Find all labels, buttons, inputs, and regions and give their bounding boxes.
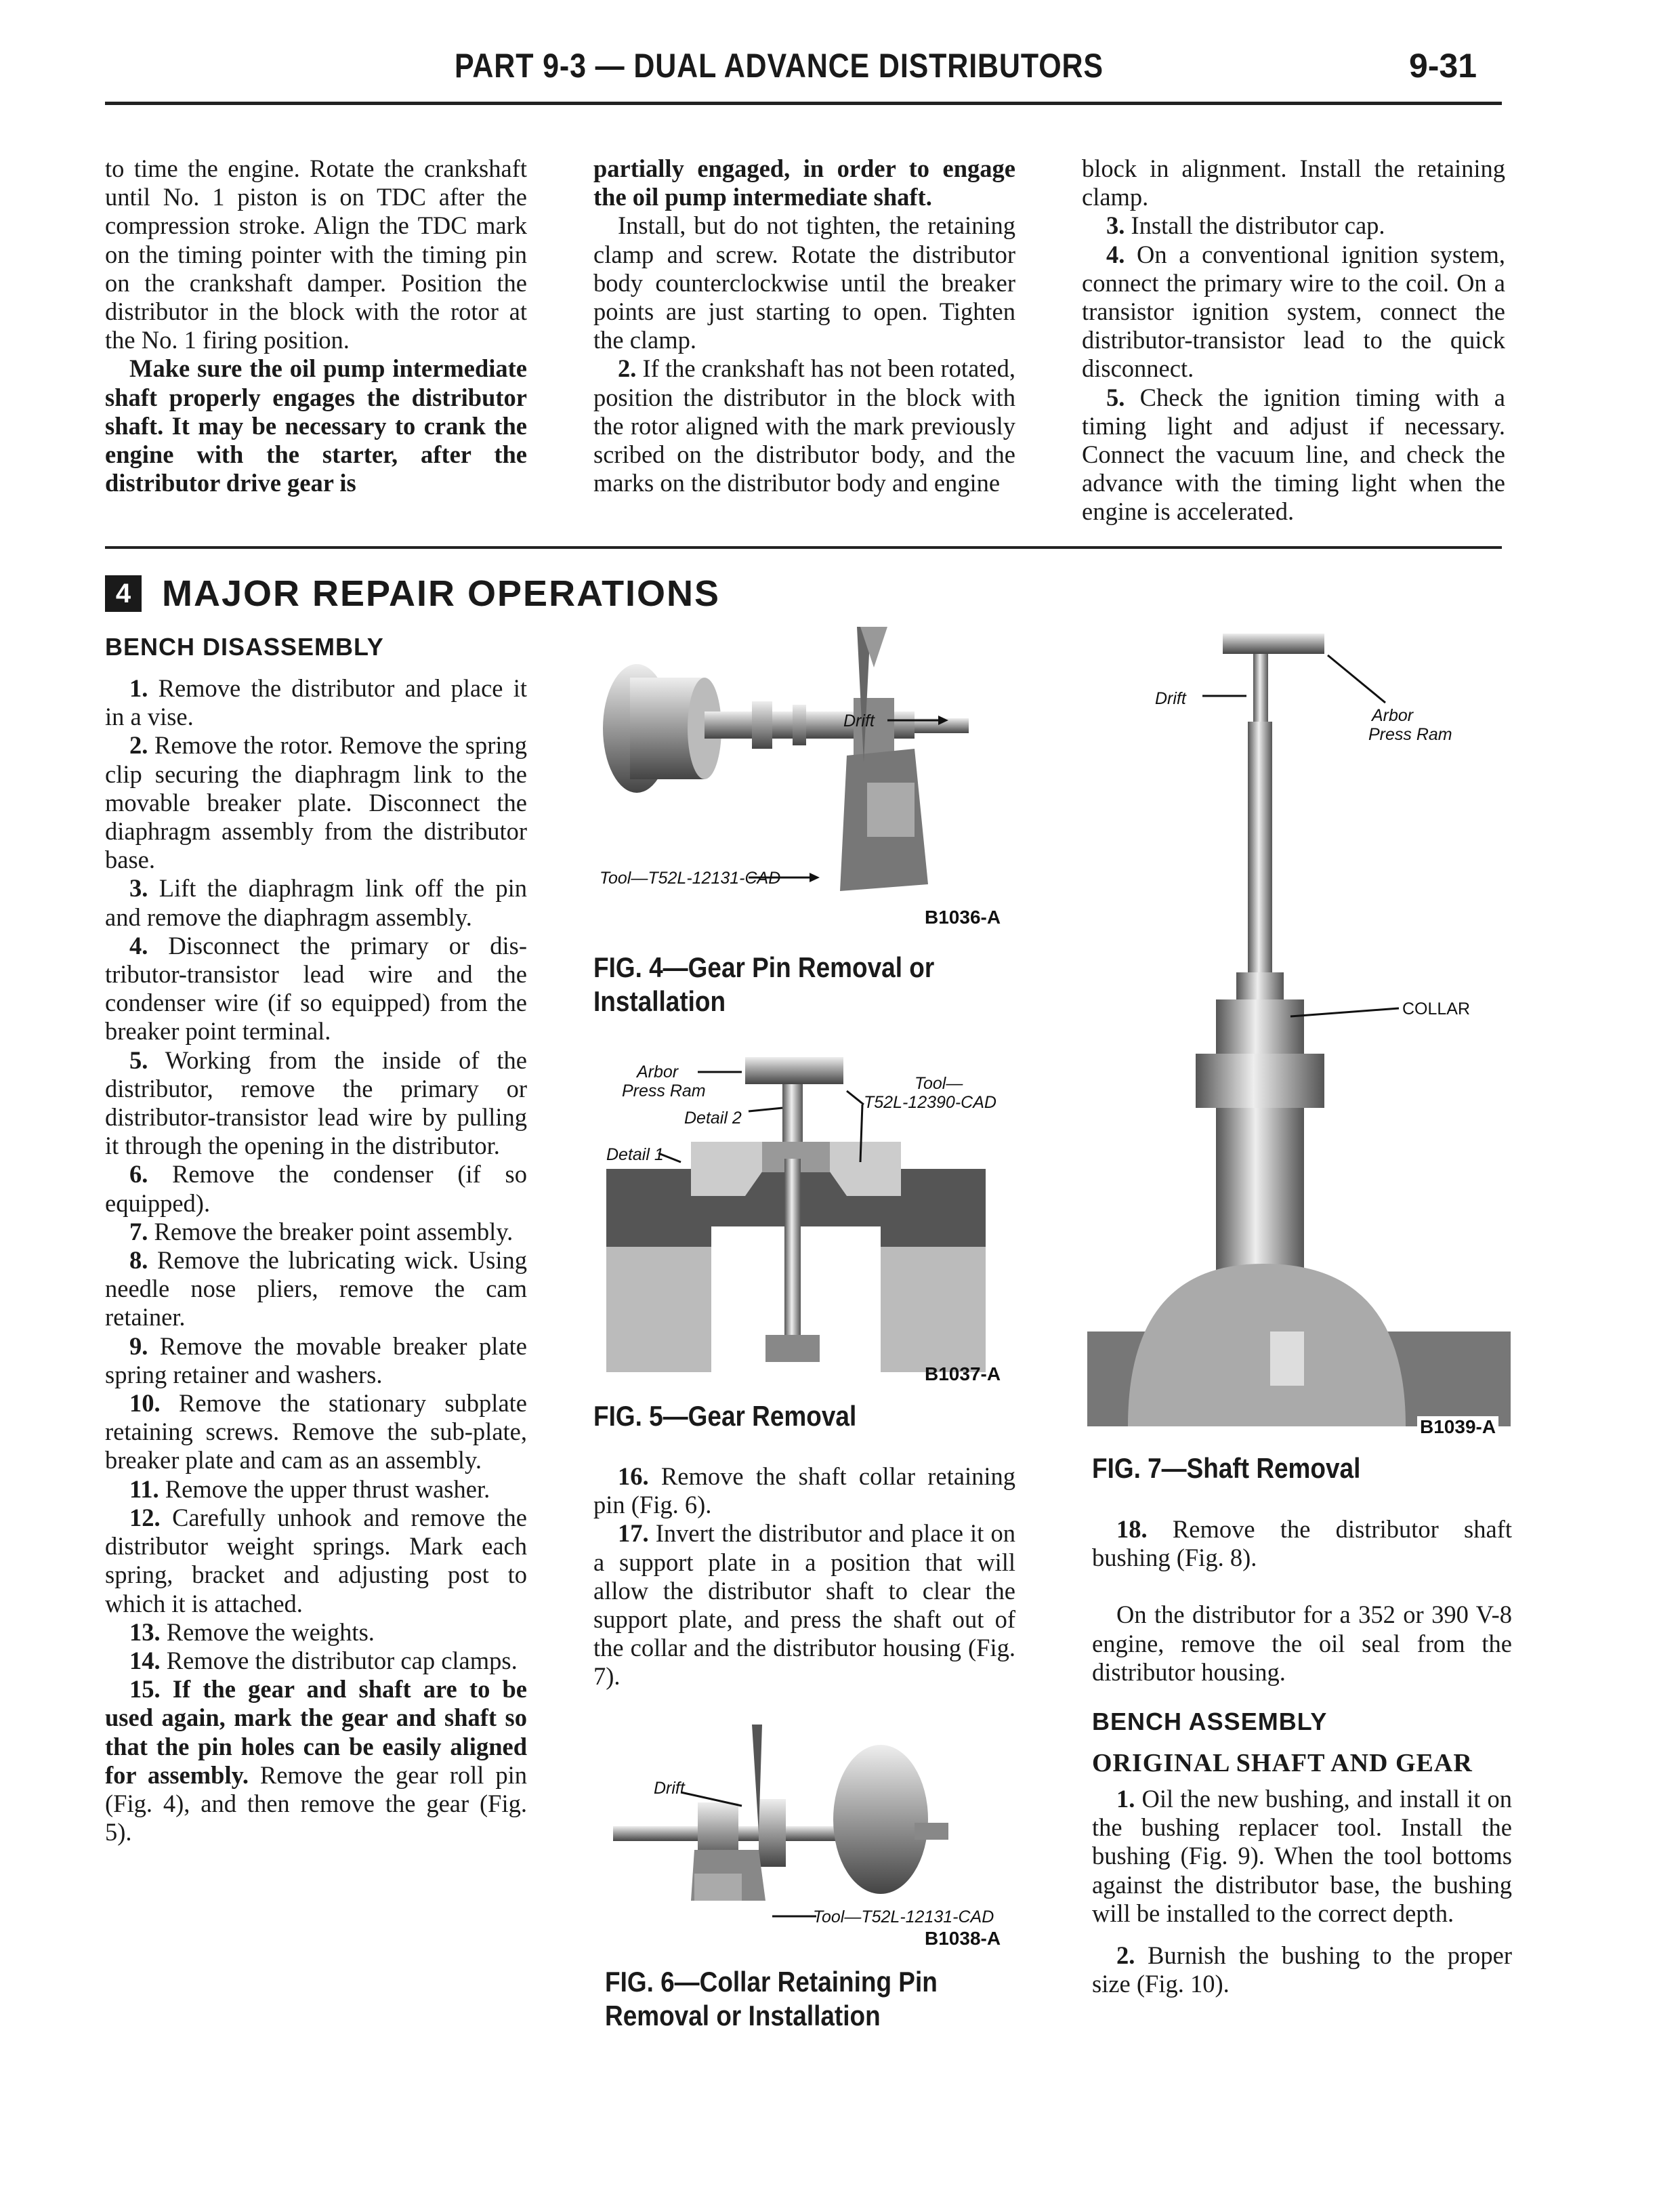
bold-text: 12.	[129, 1503, 161, 1531]
paragraph: 11. Remove the upper thrust washer.	[129, 1474, 490, 1503]
fig4-caption-line1: FIG. 4—Gear Pin Removal or	[593, 951, 935, 983]
running-header-title: PART 9-3 — DUAL ADVANCE DISTRIBUTORS	[455, 47, 1104, 85]
fig4-code: B1036-A	[925, 907, 1001, 928]
bold-text: 5.	[129, 1046, 148, 1074]
paragraph: 13. Remove the weights.	[129, 1617, 375, 1646]
top-column-2	[593, 154, 1015, 497]
bold-text: 17.	[618, 1519, 649, 1548]
bold-text: 2.	[618, 354, 637, 383]
bold-text: 18.	[1116, 1515, 1148, 1543]
top-column-1	[105, 154, 527, 497]
fig5-label-detail-2: Detail 2	[684, 1109, 742, 1128]
fig7-label-press-ram: Press Ram	[1368, 725, 1452, 744]
fig5-label-detail-1: Detail 1	[606, 1145, 664, 1164]
bold-text: 9.	[129, 1332, 148, 1360]
figure-4-caption	[593, 951, 934, 1018]
fig6-label-drift: Drift	[654, 1779, 685, 1798]
original-shaft-gear-heading: ORIGINAL SHAFT AND GEAR	[1092, 1749, 1473, 1777]
section-title: MAJOR REPAIR OPERATIONS	[162, 573, 721, 614]
bold-text: 13.	[129, 1617, 161, 1646]
paragraph: 9. Remove the movable breaker plate spring retainer and washers.	[105, 1332, 527, 1388]
fig6-caption-line2: Removal or Installation	[605, 2000, 881, 2031]
paragraph: 14. Remove the distributor cap clamps.	[129, 1646, 518, 1674]
bench-disassembly-heading: BENCH DISASSEMBLY	[105, 633, 384, 661]
paragraph: 2. If the crankshaft has not been rotated, position the distributor in the block with the rotor aligned with the mark previously scribed on the distributor body, and the marks on the distributor body and engine	[593, 354, 1015, 497]
paragraph: 1. Remove the distributor and place it in a vise.	[105, 674, 527, 731]
bold-text: 15. If the gear and shaft are to be used again, mark the gear and shaft so that the pin holes can be easily aligned for assembly.	[105, 1675, 527, 1789]
figure-5-image	[589, 1044, 1023, 1396]
bold-text: 3.	[1106, 211, 1125, 240]
fig5-code: B1037-A	[925, 1363, 1001, 1384]
bold-text: 5.	[1106, 383, 1125, 411]
bold-text: 8.	[129, 1246, 148, 1275]
bold-text: 14.	[129, 1646, 161, 1674]
fig5-label-tool: Tool—	[915, 1074, 963, 1093]
bold-text: 1.	[129, 674, 148, 702]
paragraph: Install, but do not tighten, the retaining clamp and screw. Rotate the distributor body counterclockwise until the breaker points are just starting to open. Tighten the clamp.	[593, 211, 1015, 354]
paragraph: 2. Burnish the bushing to the proper size (Fig. 10).	[1092, 1941, 1512, 1998]
bold-text: 7.	[129, 1217, 148, 1245]
header-rule	[105, 102, 1502, 105]
bench-assembly-heading: BENCH ASSEMBLY	[1092, 1708, 1328, 1735]
fig7-label-drift: Drift	[1155, 689, 1186, 708]
figure-6-caption	[605, 1965, 938, 2033]
bold-text: 10.	[129, 1389, 161, 1418]
figure-7-image	[1087, 627, 1511, 1440]
figure-6-image	[589, 1725, 1023, 1955]
paragraph: 3. Lift the diaphragm link off the pin and remove the diaphragm assembly.	[105, 874, 527, 931]
fig5-label-tool-number: T52L-12390-CAD	[864, 1093, 996, 1112]
paragraph: 7. Remove the breaker point assembly.	[129, 1217, 513, 1245]
bold-text: 6.	[129, 1160, 148, 1189]
paragraph: 8. Remove the lubricating wick. Using needle nose pliers, remove the cam retainer.	[105, 1246, 527, 1332]
fig5-label-arbor: Arbor	[637, 1062, 679, 1081]
bold-text: 2.	[129, 731, 148, 760]
paragraph: 15. If the gear and shaft are to be used again, mark the gear and shaft so that the pin holes can be easily aligned for assembly. Remove the gear roll pin (Fig. 4), and then remove the gear (Fig. 5).	[105, 1675, 527, 1846]
section-heading	[105, 573, 720, 615]
paragraph: 12. Carefully unhook and remove the distributor weight springs. Mark each spring, bracket and adjusting post to which it is attached.	[105, 1503, 527, 1617]
paragraph: to time the engine. Rotate the crankshaft until No. 1 piston is on TDC after the compression stroke. Align the TDC mark on the timing pointer with the timing pin on the crankshaft damper. Position the distributor in the block with the rotor at the No. 1 firing position.	[105, 154, 527, 354]
fig7-label-collar: COLLAR	[1402, 999, 1471, 1018]
figure-4-image	[589, 627, 1023, 932]
paragraph: 4. On a conventional ignition system, connect the primary wire to the coil. On a transistor ignition system, connect the distributor-transistor lead to the quick disconnect.	[1082, 240, 1505, 383]
paragraph: block in alignment. Install the retaining clamp.	[1082, 154, 1505, 211]
bold-text: partially engaged, in order to engage the oil pump intermediate shaft.	[593, 154, 1015, 211]
bold-text: 11.	[129, 1474, 159, 1503]
top-column-3	[1082, 154, 1505, 527]
paragraph: 16. Remove the shaft collar retaining pin (Fig. 6).	[593, 1462, 1015, 1519]
paragraph: 1. Oil the new bushing, and install it on the bushing replacer tool. Install the bushing (Fig. 9). When the tool bottoms against the distributor base, the bushing will be installed to the correct depth.	[1092, 1785, 1512, 1927]
paragraph: 18. Remove the distributor shaft bushing (Fig. 8).	[1092, 1515, 1512, 1572]
fig7-label-arbor: Arbor	[1372, 706, 1414, 725]
bold-text: 2.	[1116, 1941, 1135, 1970]
fig4-label-tool: Tool—T52L-12131-CAD	[600, 869, 781, 888]
section-number-badge: 4	[105, 575, 142, 612]
paragraph: 6. Remove the condenser (if so equipped).	[105, 1160, 527, 1217]
page-number: 9-31	[1409, 47, 1477, 85]
bold-text: 4.	[129, 931, 148, 959]
bench-assembly-text	[1092, 1785, 1512, 1998]
fig4-caption-line2: Installation	[593, 985, 726, 1017]
paragraph: On the distributor for a 352 or 390 V-8 engine, remove the oil seal from the distributor housing.	[1092, 1601, 1512, 1686]
bold-text: 16.	[618, 1462, 649, 1490]
fig7-code: B1039-A	[1417, 1416, 1498, 1438]
bold-text: Make sure the oil pump intermediate shaft properly engages the distributor shaft. It may be necessary to crank the engine with the starter, after the distributor drive gear is	[105, 354, 527, 497]
paragraph: 10. Remove the stationary subplate retaining screws. Remove the sub-plate, breaker plate and cam as an assembly.	[105, 1389, 527, 1474]
fig6-code: B1038-A	[925, 1928, 1001, 1949]
paragraph: 5. Working from the inside of the distributor, remove the primary or distributor-transistor lead wire by pulling it through the opening in the distributor.	[105, 1046, 527, 1160]
paragraph	[593, 154, 1015, 211]
paragraph: 3. Install the distributor cap.	[1106, 211, 1385, 240]
fig5-label-press-ram: Press Ram	[622, 1081, 706, 1100]
fig4-label-drift: Drift	[843, 711, 875, 730]
figure-7-caption: FIG. 7—Shaft Removal	[1092, 1452, 1361, 1484]
column-1-text	[105, 674, 527, 1846]
figure-5-caption: FIG. 5—Gear Removal	[593, 1400, 857, 1432]
fig6-label-tool: Tool—T52L-12131-CAD	[813, 1907, 994, 1926]
paragraph	[105, 354, 527, 497]
paragraph: 5. Check the ignition timing with a timing light and adjust if necessary. Connect the vacuum line, and check the advance with the timing light when the engine is accelerated.	[1082, 383, 1505, 526]
bold-text: 4.	[1106, 240, 1125, 268]
fig6-caption-line1: FIG. 6—Collar Retaining Pin	[605, 1966, 938, 1998]
paragraph: 4. Disconnect the primary or distributor-transistor lead wire and the condenser wire (if so equipped) from the breaker point terminal.	[105, 931, 527, 1046]
section-rule	[105, 546, 1502, 549]
paragraph: 17. Invert the distributor and place it on a support plate in a position that will allow the distributor shaft to clear the support plate, and press the shaft out of the collar and the distributor housing (Fig. 7).	[593, 1519, 1015, 1691]
column-2-text	[593, 1462, 1015, 1691]
bold-text: 1.	[1116, 1785, 1135, 1813]
paragraph: 2. Remove the rotor. Remove the spring clip securing the diaphragm link to the movable breaker plate. Disconnect the diaphragm assembly from the distributor base.	[105, 731, 527, 874]
bold-text: 3.	[129, 874, 148, 903]
column-3-text	[1092, 1515, 1512, 1687]
